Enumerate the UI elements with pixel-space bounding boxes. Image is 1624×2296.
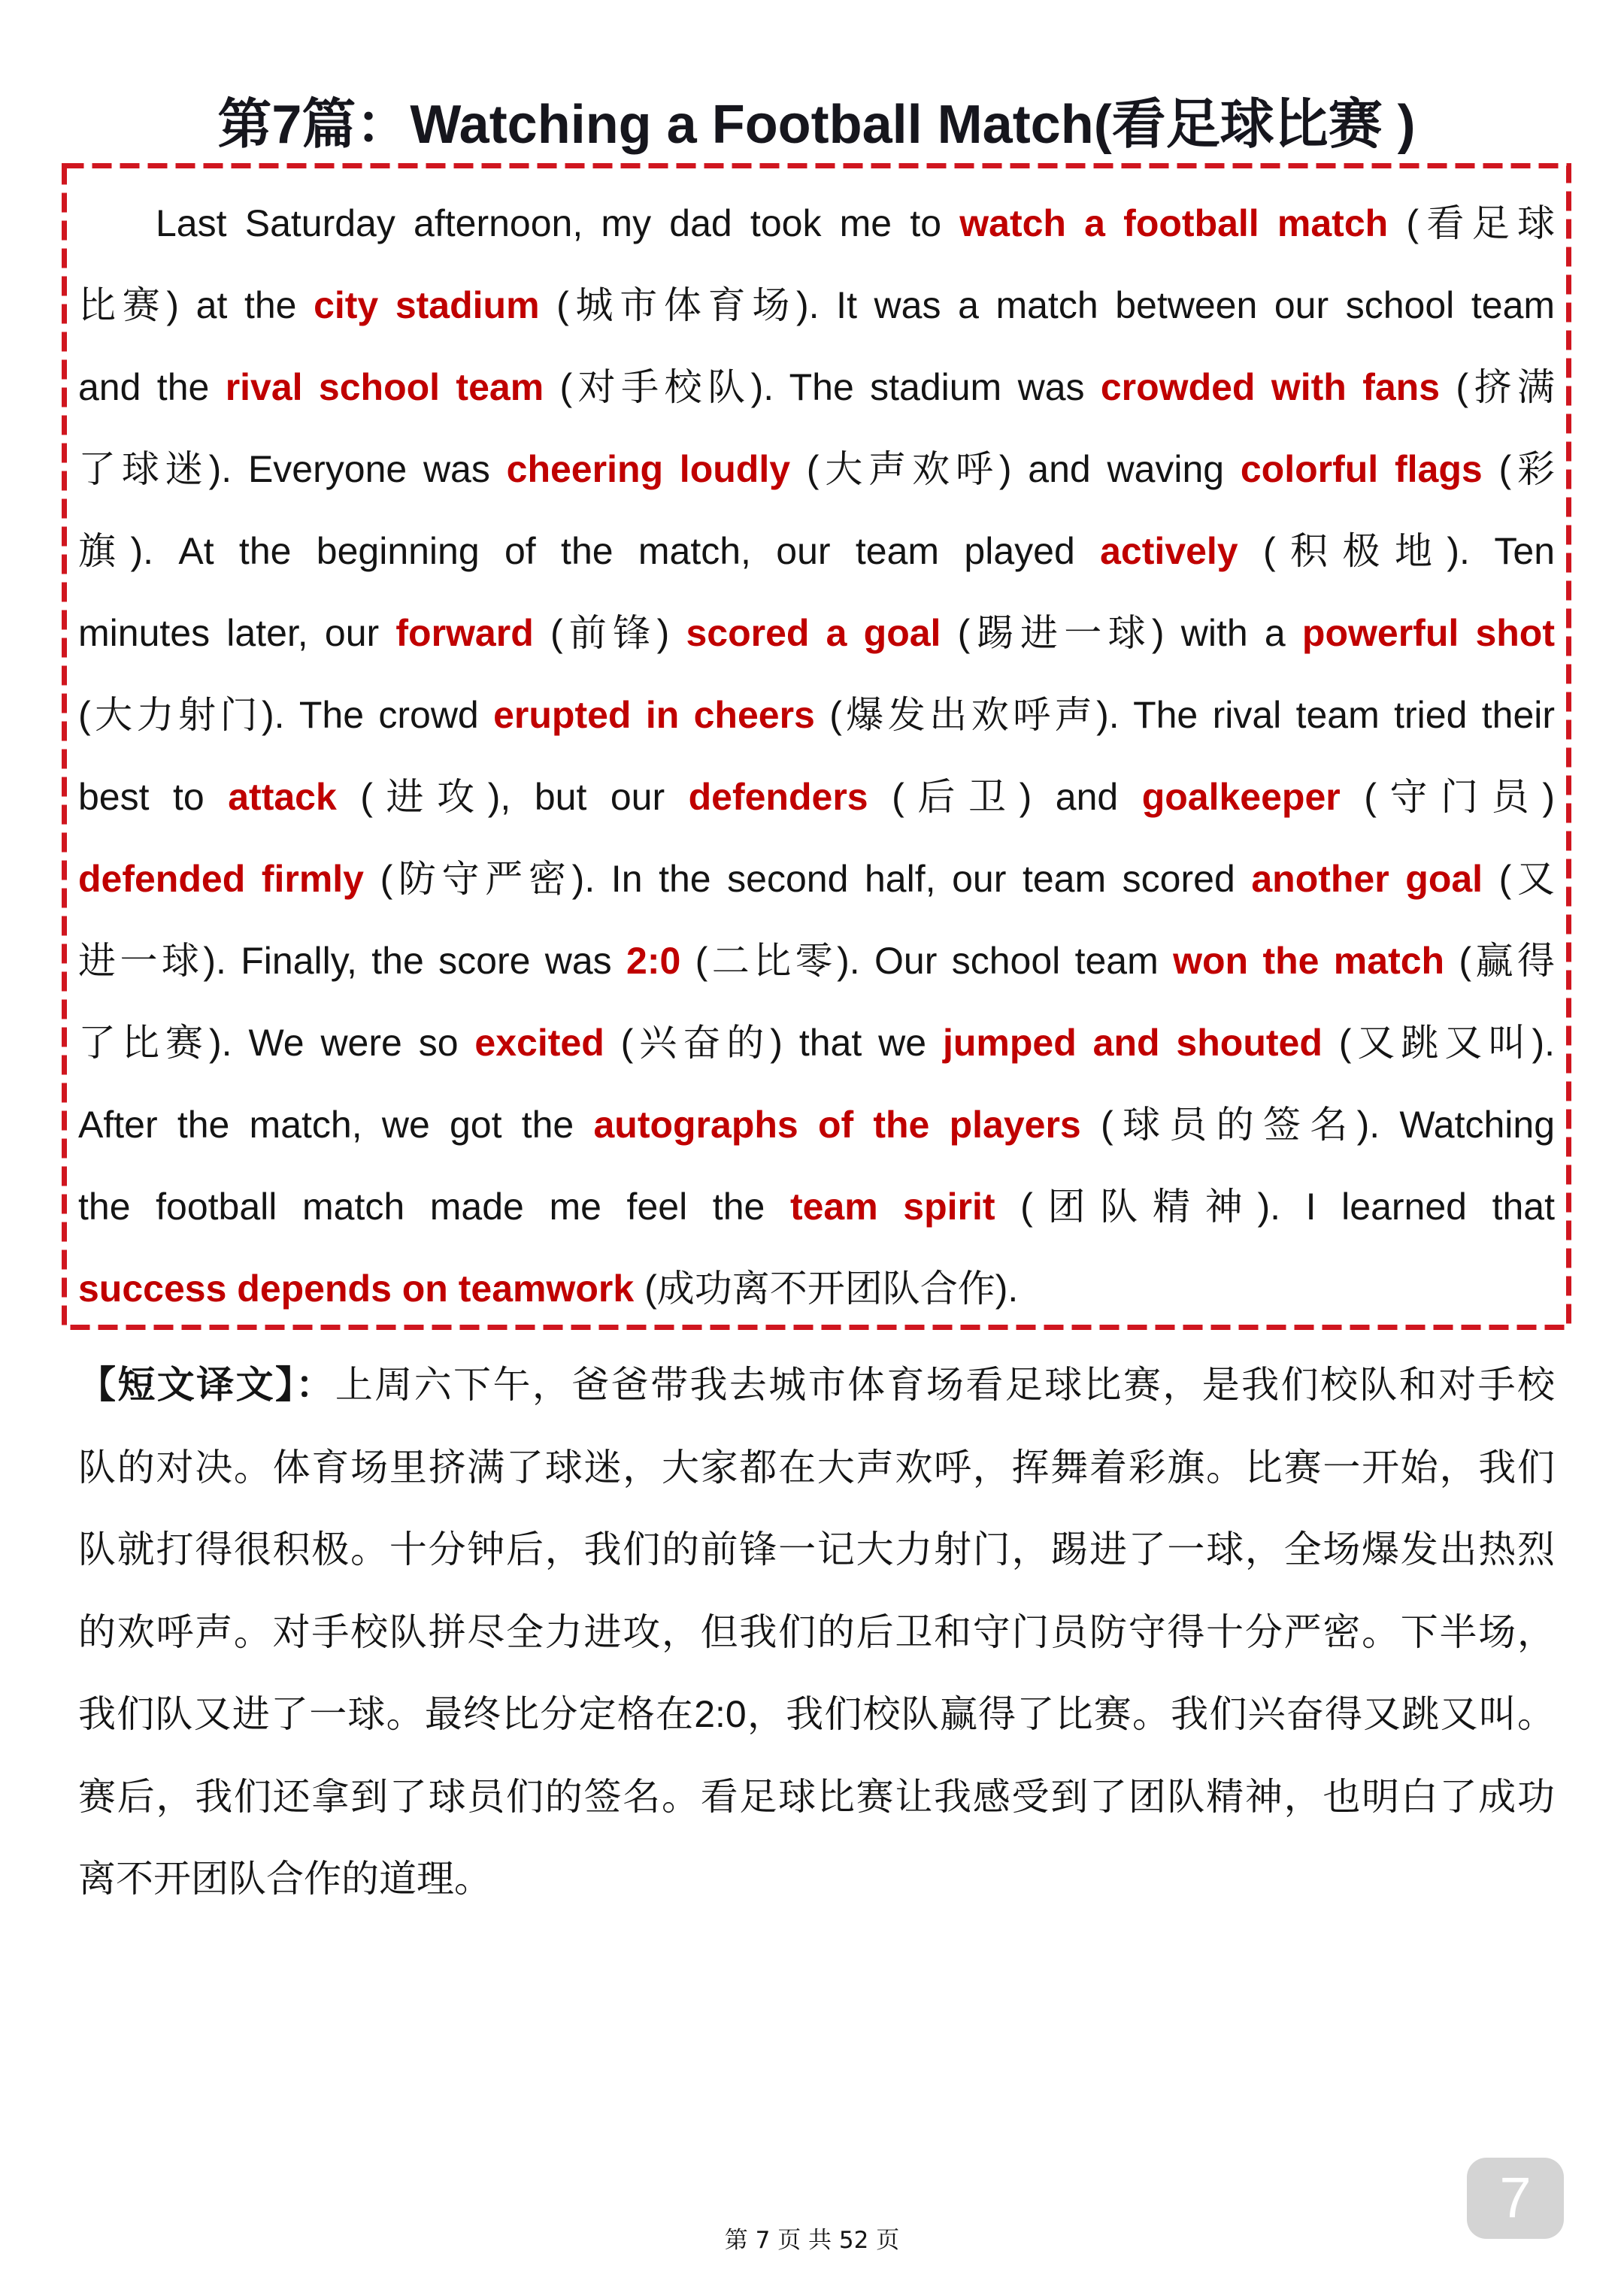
text-run: 了球迷). Everyone was (78, 448, 507, 490)
highlight-phrase: forward (395, 612, 534, 654)
highlight-phrase: crowded with fans (1100, 366, 1440, 408)
translation-label: 【短文译文】： (78, 1364, 335, 1406)
text-run: Last Saturday afternoon, my dad took me to (156, 202, 960, 244)
text-run: 队的对决。体育场里挤满了球迷，大家都在大声欢呼，挥舞着彩旗。比赛一开始，我们 (78, 1446, 1555, 1489)
chinese-translation (78, 1344, 1555, 1921)
text-run: (挤满 (1440, 366, 1555, 408)
text-run: (团队精神). I learned that (995, 1186, 1555, 1228)
passage-line (78, 674, 1555, 756)
translation-line (78, 1344, 1555, 1427)
text-run: (球员的签名). Watching (1080, 1104, 1555, 1146)
text-run: (看足球 (1388, 202, 1556, 244)
text-run: the football match made me feel the (78, 1186, 790, 1228)
highlight-phrase: scored a goal (686, 612, 941, 654)
passage-line (78, 429, 1555, 510)
text-run: (兴奋的) that we (604, 1022, 943, 1064)
highlight-phrase: cheering loudly (506, 448, 791, 490)
text-run: (又跳又叫). (1322, 1022, 1555, 1064)
highlight-phrase: defenders (688, 776, 868, 818)
highlight-phrase: colorful flags (1240, 448, 1483, 490)
text-run: (守门员) (1340, 776, 1555, 818)
text-run: (赢得 (1444, 940, 1555, 982)
text-run: (后卫) and (868, 776, 1142, 818)
highlight-phrase: powerful shot (1301, 612, 1556, 654)
text-run: best to (78, 776, 229, 818)
english-passage (78, 183, 1555, 1330)
passage-line (78, 183, 1555, 265)
passage-line (78, 265, 1555, 347)
text-run: (踢进一球) with a (941, 612, 1302, 654)
highlight-phrase: autographs of the players (593, 1104, 1081, 1146)
passage-line (78, 347, 1555, 429)
text-run: (大声欢呼) and waving (790, 448, 1241, 490)
highlight-phrase: team spirit (789, 1186, 995, 1228)
text-run: (又 (1483, 858, 1555, 900)
passage-line (78, 510, 1555, 592)
passage-line (78, 1166, 1555, 1248)
page-title: 第7篇：Watching a Football Match(看足球比赛 ) (217, 95, 1416, 155)
page-number-badge: 7 (1467, 2158, 1564, 2239)
highlight-phrase: goalkeeper (1141, 776, 1341, 818)
translation-line (78, 1592, 1555, 1674)
text-run: 进一球). Finally, the score was (78, 940, 627, 982)
text-run: (防守严密). In the second half, our team scored (363, 858, 1252, 900)
highlight-phrase: jumped and shouted (942, 1022, 1323, 1064)
text-run: (城市体育场). It was a match between our school team (539, 284, 1556, 326)
translation-line (78, 1838, 1555, 1921)
text-run: 上周六下午，爸爸带我去城市体育场看足球比赛，是我们校队和对手校 (335, 1364, 1556, 1406)
text-run: (爆发出欢呼声). The rival team tried their (814, 694, 1556, 736)
page-footer: 第 7 页 共 52 页 (724, 2227, 900, 2254)
text-run: 队就打得很积极。十分钟后，我们的前锋一记大力射门，踢进了一球，全场爆发出热烈 (78, 1528, 1555, 1571)
highlight-phrase: city stadium (314, 284, 540, 326)
highlight-phrase: won the match (1173, 940, 1445, 982)
text-run: 比赛) at the (78, 284, 314, 326)
highlight-phrase: another goal (1251, 858, 1483, 900)
passage-line (78, 920, 1555, 1002)
text-run: (二比零). Our school team (680, 940, 1174, 982)
text-run: 了比赛). We were so (78, 1022, 475, 1064)
text-run: (彩 (1482, 448, 1555, 490)
highlight-phrase: watch a football match (959, 202, 1389, 244)
text-run: 旗). At the beginning of the match, our team played (78, 530, 1101, 572)
highlight-phrase: erupted in cheers (493, 694, 815, 736)
highlight-phrase: actively (1100, 530, 1238, 572)
text-run: minutes later, our (78, 612, 396, 654)
passage-line (78, 1084, 1555, 1166)
highlight-phrase: 2:0 (626, 940, 681, 982)
highlight-phrase: attack (228, 776, 337, 818)
passage-line (78, 1002, 1555, 1084)
text-run: (对手校队). The stadium was (544, 366, 1101, 408)
text-run: 的欢呼声。对手校队拼尽全力进攻，但我们的后卫和守门员防守得十分严密。下半场， (78, 1610, 1555, 1653)
text-run: After the match, we got the (78, 1104, 594, 1146)
passage-line (78, 1248, 1555, 1330)
translation-line (78, 1674, 1555, 1756)
text-run: (大力射门). The crowd (78, 694, 494, 736)
passage-line (78, 756, 1555, 838)
translation-line (78, 1756, 1555, 1839)
highlight-phrase: excited (474, 1022, 604, 1064)
translation-line (78, 1509, 1555, 1592)
text-run: (成功离不开团队合作). (634, 1268, 1019, 1310)
passage-line (78, 592, 1555, 674)
text-run: 我们队又进了一球。最终比分定格在2:0，我们校队赢得了比赛。我们兴奋得又跳又叫。 (78, 1693, 1555, 1735)
text-run: 赛后，我们还拿到了球员们的签名。看足球比赛让我感受到了团队精神，也明白了成功 (78, 1775, 1555, 1818)
highlight-phrase: defended firmly (78, 858, 364, 900)
text-run: 离不开团队合作的道理。 (78, 1858, 492, 1900)
highlight-phrase: success depends on teamwork (78, 1268, 635, 1310)
text-run: and the (78, 366, 226, 408)
translation-line (78, 1427, 1555, 1510)
highlight-phrase: rival school team (225, 366, 544, 408)
text-run: (积极地). Ten (1238, 530, 1556, 572)
passage-line (78, 838, 1555, 920)
text-run: (进攻), but our (336, 776, 689, 818)
text-run: (前锋) (533, 612, 686, 654)
